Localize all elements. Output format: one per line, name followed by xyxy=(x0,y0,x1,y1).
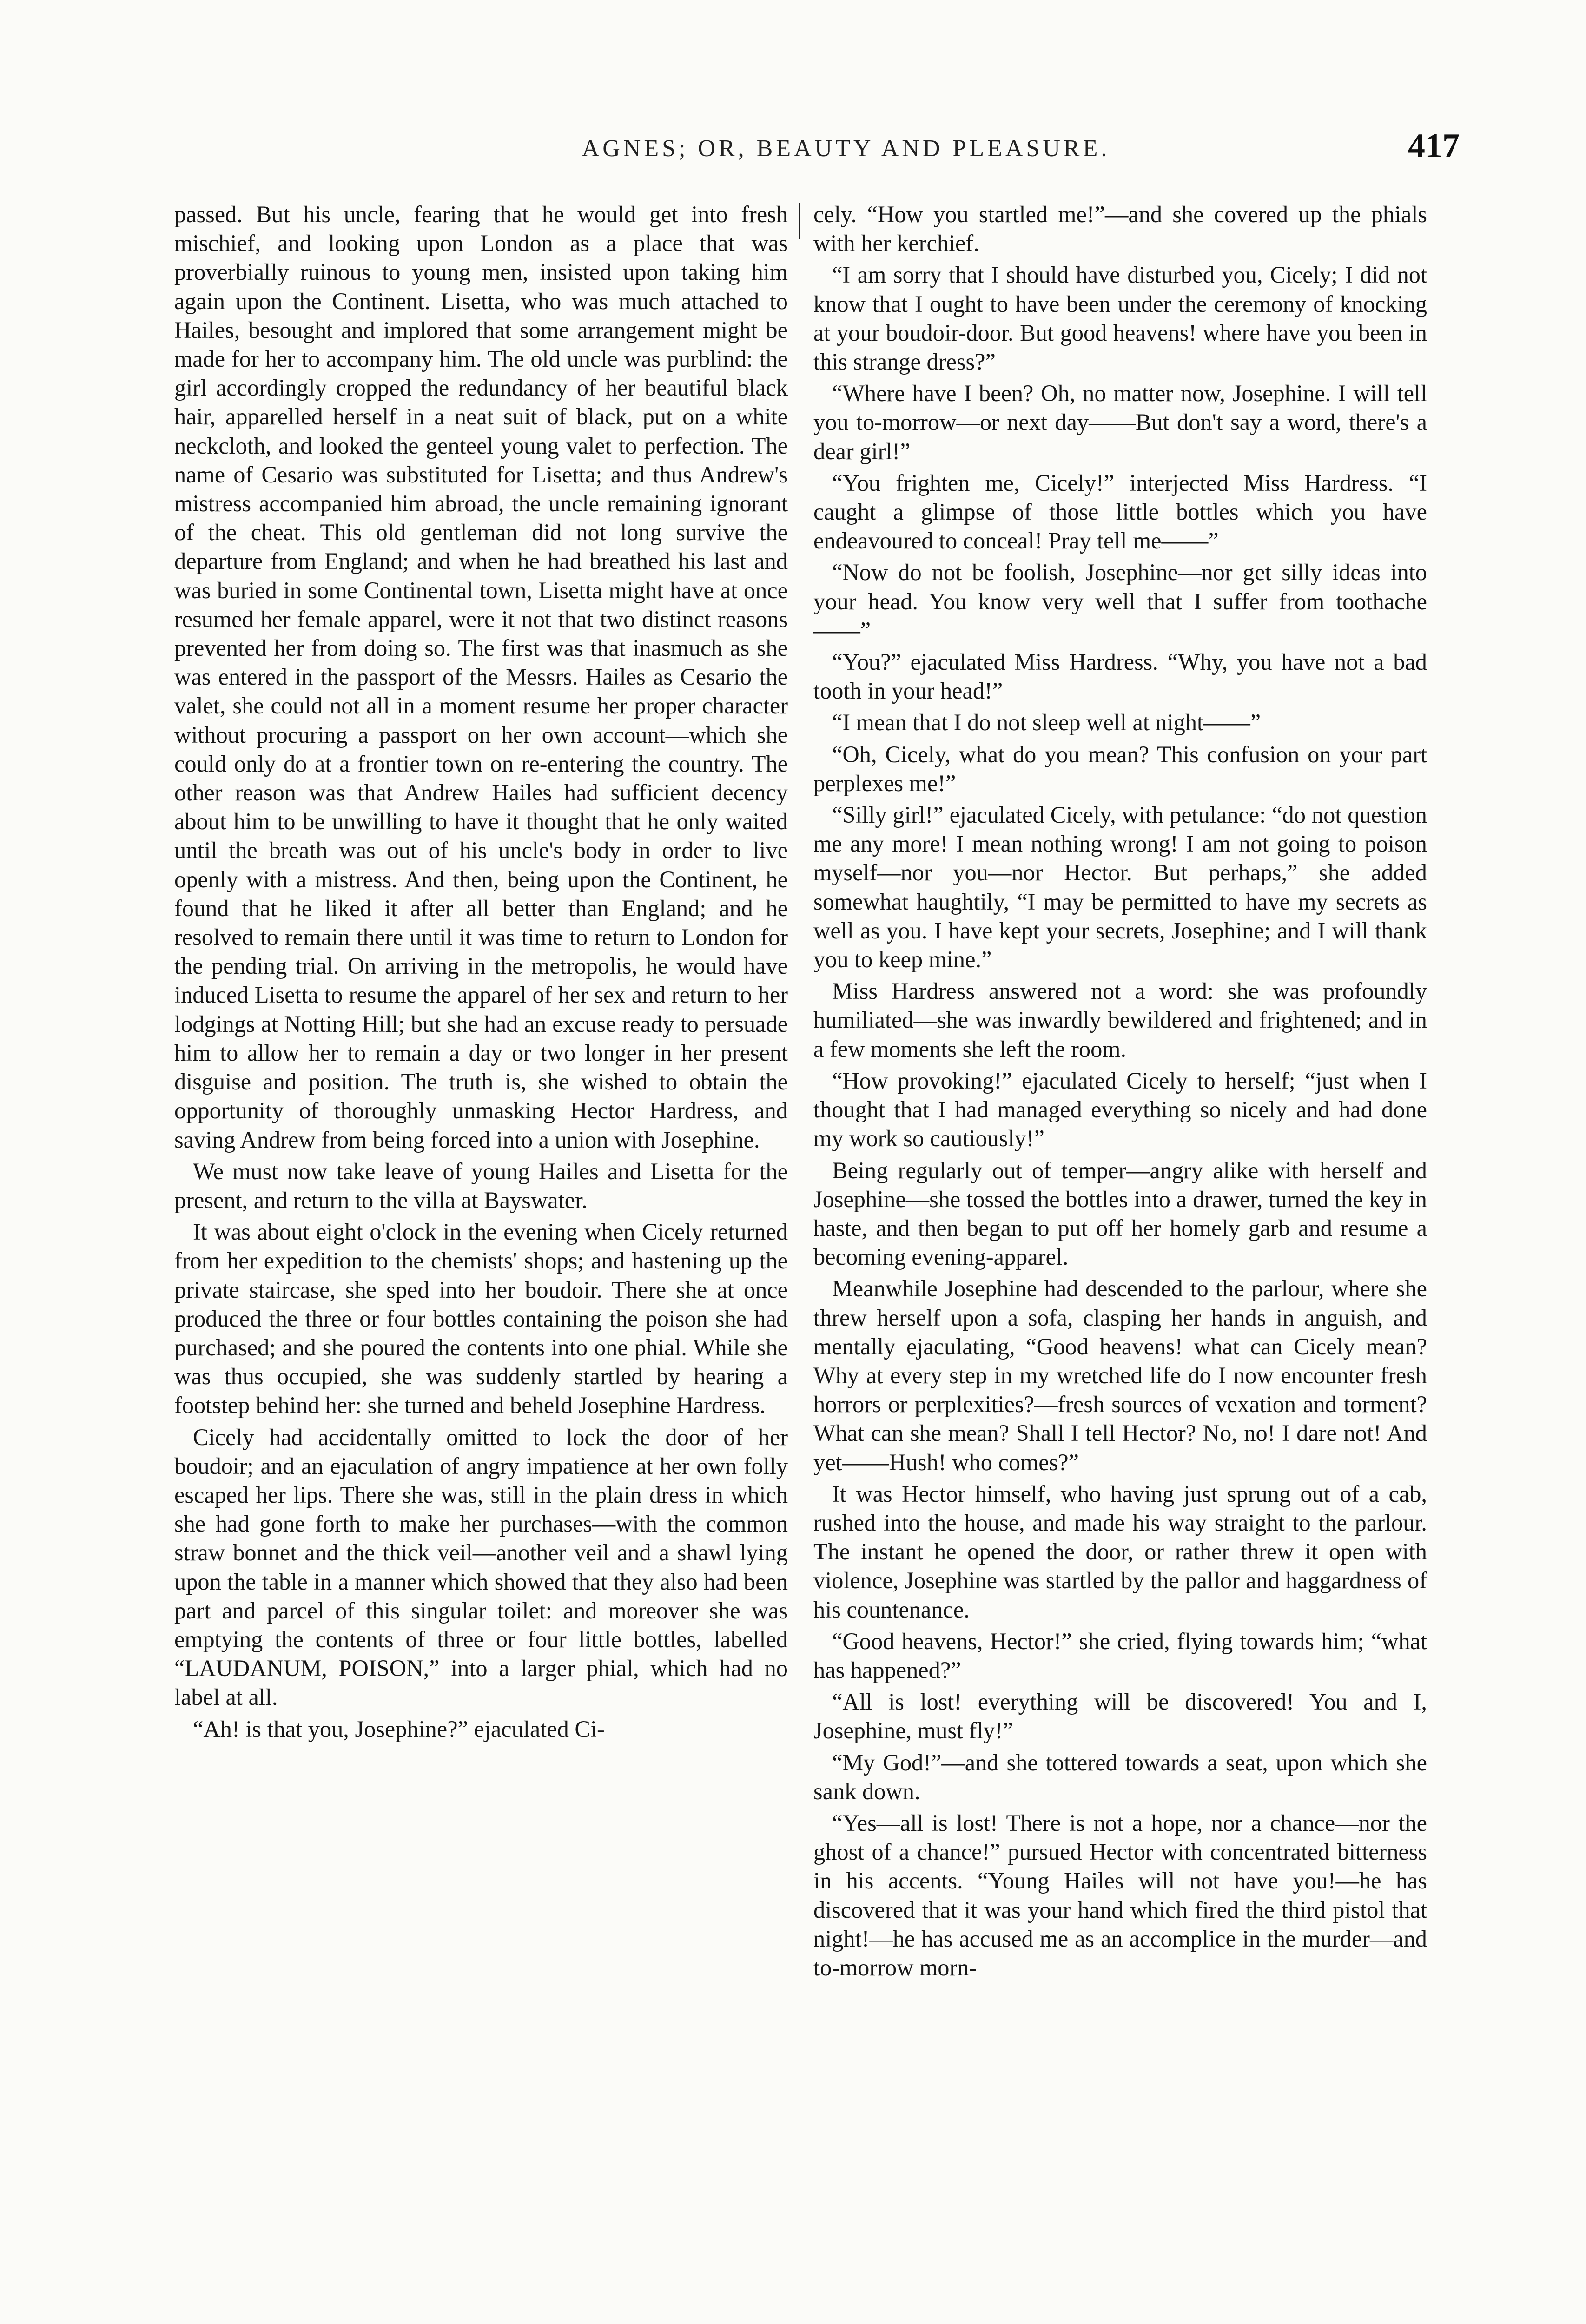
paragraph: It was about eight o'clock in the evening when Cicely returned from her expedition to the chemists' shops; and hastening up the private staircase, she sped into her boudoir. There she at once produced the three or four bottles containing the poison she had purchased; and she poured the contents into one phial. While she was thus occupied, she was suddenly startled by hearing a footstep behind her: she turned and beheld Josephine Hardress. xyxy=(174,1219,788,1419)
paragraph: Miss Hardress answered not a word: she was profoundly humiliated—she was inwardly bewildered and frightened; and in a few moments she left the room. xyxy=(813,978,1427,1062)
running-head: AGNES; OR, BEAUTY AND PLEASURE. xyxy=(582,135,1110,162)
paragraph: “You?” ejaculated Miss Hardress. “Why, you have not a bad tooth in your head!” xyxy=(813,649,1427,704)
paragraph: “All is lost! everything will be discovered! You and I, Josephine, must fly!” xyxy=(813,1689,1427,1744)
paragraph: Being regularly out of temper—angry alike with herself and Josephine—she tossed the bottles into a drawer, turned the key in haste, and then began to put off her homely garb and resume a becoming evening-apparel. xyxy=(813,1157,1427,1270)
paragraph: cely. “How you startled me!”—and she covered up the phials with her kerchief. xyxy=(813,201,1427,257)
paragraph: Meanwhile Josephine had descended to the parlour, where she threw herself upon a sofa, clasping her hands in anguish, and mentally ejaculating, “Good heavens! what can Cicely mean? Why at every step in my wretched life do I now encounter fresh horrors or perplexities?—fresh sources of vexation and torment? What can she mean? Shall I tell Hector? No, no! I dare not! And yet——Hush! who comes?” xyxy=(813,1275,1427,1475)
paragraph: “My God!”—and she tottered towards a seat, upon which she sank down. xyxy=(813,1749,1427,1804)
paragraph: “You frighten me, Cicely!” interjected Miss Hardress. “I caught a glimpse of those little bottles which you have endeavoured to conceal! Pray tell me——” xyxy=(813,469,1427,554)
paragraph: “Oh, Cicely, what do you mean? This confusion on your part perplexes me!” xyxy=(813,741,1427,796)
paragraph: “I mean that I do not sleep well at night——” xyxy=(832,709,1261,736)
paragraph: “Yes—all is lost! There is not a hope, nor a chance—nor the ghost of a chance!” pursued Hector with concentrated bitterness in his accents. “Young Hailes will not have you!—he has discovered that it was your hand which fired the third pistol that night!—he has accused me as an accomplice in the murder—and to-morrow morn- xyxy=(813,1809,1427,1981)
page-number: 417 xyxy=(1408,127,1460,165)
paragraph: “How provoking!” ejaculated Cicely to herself; “just when I thought that I had managed everything so nicely and had done my work so cautiously!” xyxy=(813,1067,1427,1152)
paragraph: “Ah! is that you, Josephine?” ejaculated Ci- xyxy=(193,1716,605,1742)
paragraph: “I am sorry that I should have disturbed you, Cicely; I did not know that I ought to have been under the ceremony of knocking at your boudoir-door. But good heavens! where have you been in this strange dress?” xyxy=(813,262,1427,375)
paragraph: passed. But his uncle, fearing that he would get into fresh mischief, and looking upon London as a place that was proverbially ruinous to young men, insisted upon taking him again upon the Continent. Lisetta, who was much attached to Hailes, besought and implored that some arrangement might be made for her to accompany him. The old uncle was purblind: the girl accordingly cropped the redundancy of her beautiful black hair, apparelled herself in a neat suit of black, put on a white neckcloth, and looked the genteel young valet to perfection. The name of Cesario was substituted for Lisetta; and thus Andrew's mistress accompanied him abroad, the uncle remaining ignorant of the cheat. This old gentleman did not long survive the departure from England; and when he had breathed his last and was buried in some Continental town, Lisetta might have at once resumed her female apparel, were it not that two distinct reasons prevented her from doing so. The first was that inasmuch as she was entered in the passport of the Messrs. Hailes as Cesario the valet, she could not all in a moment resume her proper character without procuring a passport on her own account—which she could only do at a frontier town on re-entering the country. The other reason was that Andrew Hailes had sufficient decency about him to be unwilling to have it thought that he only waited until the breath was out of his uncle's body in order to live openly with a mistress. And then, being upon the Continent, he found that he liked it after all better than England; and he resolved to remain there until it was time to return to London for the pending trial. On arriving in the metropolis, he would have induced Lisetta to resume the apparel of her sex and return to her lodgings at Notting Hill; but she had an excuse ready to persuade him to allow her to remain a day or two longer in her present disguise and position. The truth is, she wished to obtain the opportunity of thoroughly unmasking Hector Hardress, and saving Andrew from being forced into a union with Josephine. xyxy=(174,201,788,1153)
paragraph: “Silly girl!” ejaculated Cicely, with petulance: “do not question me any more! I mean nothing wrong! I am not going to poison myself—nor you—nor Hector. But perhaps,” she added somewhat haughtily, “I may be permitted to have my secrets as well as you. I have kept your secrets, Josephine; and I will thank you to keep mine.” xyxy=(813,802,1427,973)
right-column xyxy=(813,200,1427,1985)
paragraph: Cicely had accidentally omitted to lock the door of her boudoir; and an ejaculation of angry impatience at her own folly escaped her lips. There she was, still in the plain dress in which she had gone forth to make her purchases—with the common straw bonnet and the thick veil—another veil and a shawl lying upon the table in a manner which showed that they also had been part and parcel of this singular toilet: and moreover she was emptying the contents of three or four little bottles, labelled “LAUDANUM, POISON,” into a larger phial, which had no label at all. xyxy=(174,1424,788,1710)
paragraph: “Now do not be foolish, Josephine—nor get silly ideas into your head. You know very well that I suffer from toothache——” xyxy=(813,559,1427,643)
column-divider xyxy=(799,203,800,239)
paragraph: It was Hector himself, who having just sprung out of a cab, rushed into the house, and made his way straight to the parlour. The instant he opened the door, or rather threw it open with violence, Josephine was startled by the pallor and haggardness of his countenance. xyxy=(813,1480,1427,1623)
left-column xyxy=(174,200,788,1746)
paragraph: “Good heavens, Hector!” she cried, flying towards him; “what has happened?” xyxy=(813,1628,1427,1683)
paragraph: We must now take leave of young Hailes and Lisetta for the present, and return to the villa at Bayswater. xyxy=(174,1158,788,1213)
paragraph: “Where have I been? Oh, no matter now, Josephine. I will tell you to-morrow—or next day——But don't say a word, there's a dear girl!” xyxy=(813,380,1427,464)
